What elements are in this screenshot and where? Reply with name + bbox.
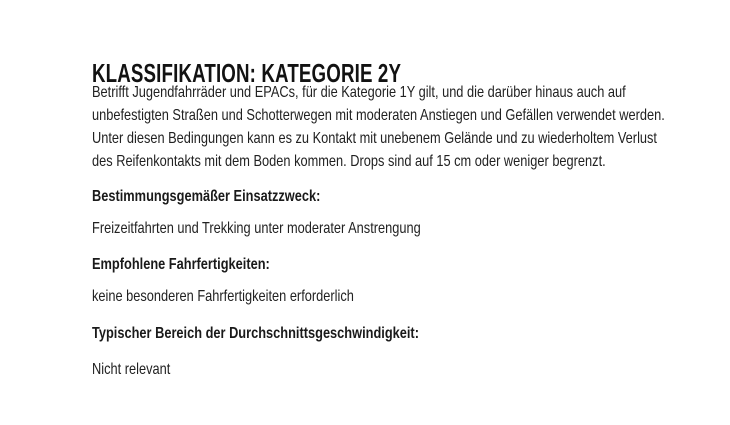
description-line: Betrifft Jugendfahrräder und EPACs, für die Kategorie 1Y gilt, und die darüber hinaus auch auf — [92, 84, 626, 101]
section-value-average-speed-range: Nicht relevant — [92, 361, 171, 378]
section-label-intended-use: Bestimmungsgemäßer Einsatzzweck: — [92, 188, 321, 205]
classification-description — [92, 81, 665, 173]
section-label-recommended-skills: Empfohlene Fahrfertigkeiten: — [92, 256, 270, 273]
section-value-recommended-skills: keine besonderen Fahrfertigkeiten erforderlich — [92, 288, 354, 305]
section-value-intended-use: Freizeitfahrten und Trekking unter moderater Anstrengung — [92, 220, 421, 237]
description-line: unbefestigten Straßen und Schotterwegen mit moderaten Anstiegen und Gefällen verwendet werden. — [92, 107, 665, 124]
section-label-average-speed-range: Typischer Bereich der Durchschnittsgeschwindigkeit: — [92, 325, 419, 342]
description-line: des Reifenkontakts mit dem Boden kommen. Drops sind auf 15 cm oder weniger begrenzt. — [92, 153, 606, 170]
classification-content-area — [92, 0, 692, 425]
page-title: KLASSIFIKATION: KATEGORIE 2Y — [92, 58, 402, 89]
description-line: Unter diesen Bedingungen kann es zu Kontakt mit unebenem Gelände und zu wiederholtem Verlust — [92, 130, 657, 147]
